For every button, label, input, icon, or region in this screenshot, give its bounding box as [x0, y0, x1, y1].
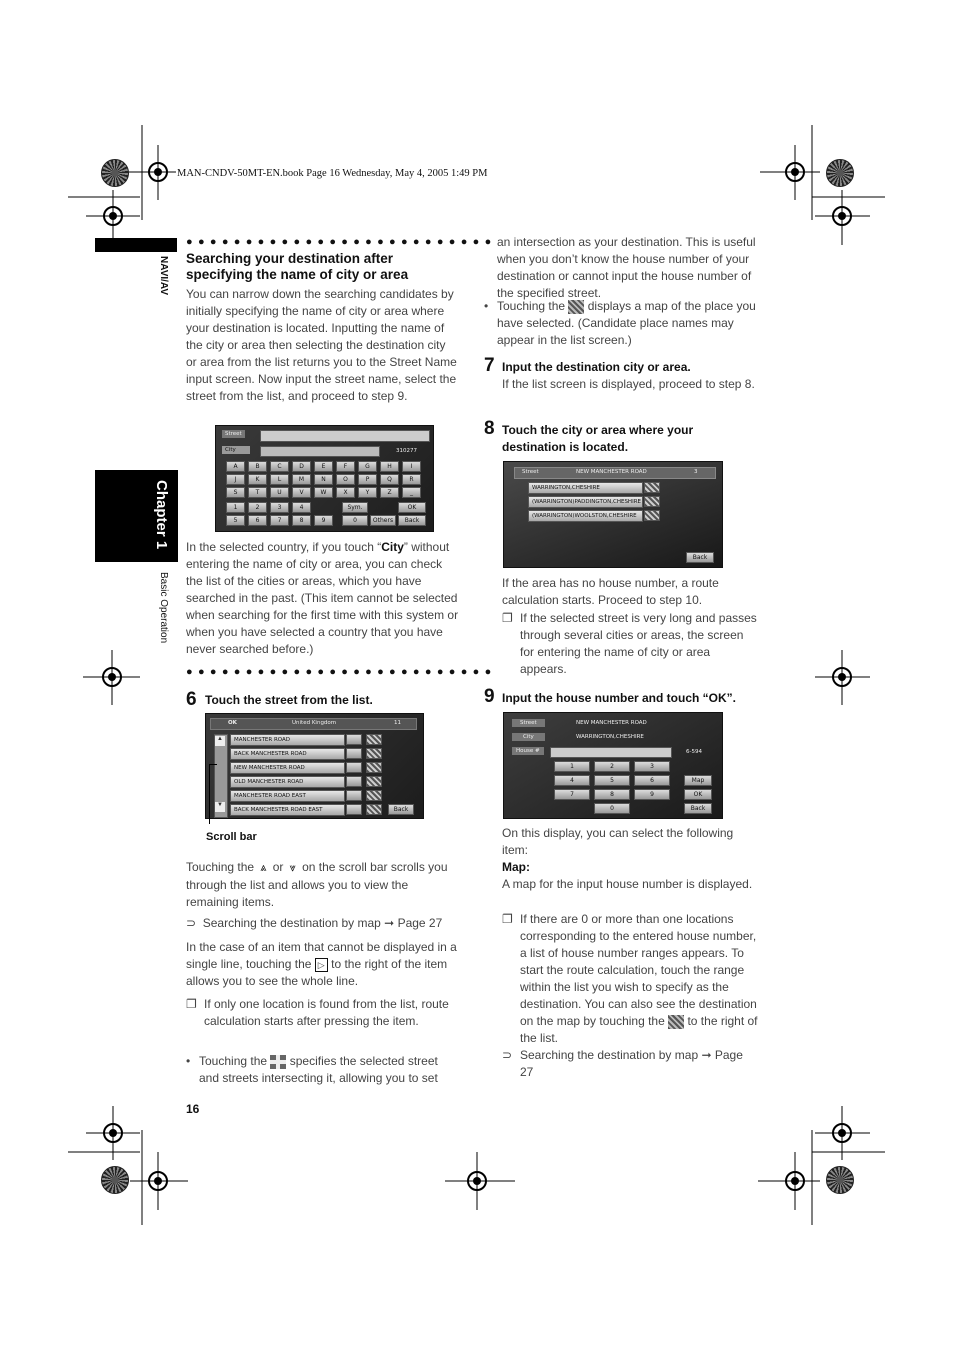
- street-label: Street: [222, 430, 245, 438]
- key-button[interactable]: M: [292, 474, 311, 485]
- street-label: Street: [522, 469, 539, 475]
- step-number: 7: [484, 355, 495, 376]
- step-text: Input the house number and touch “OK”.: [502, 691, 736, 705]
- intro-paragraph: You can narrow down the searching candidates by initially specifying the name of city or area where your destination is located. Inputting the name of the city or area then selecting the destination city or area from the list returns you to the Street Name input screen. Now input the street name, select the street from the list, and proceed to step 9.: [186, 287, 457, 403]
- key-button[interactable]: W: [314, 487, 333, 498]
- intersection-icon[interactable]: [346, 776, 362, 787]
- key-button[interactable]: C: [270, 461, 289, 472]
- number-key[interactable]: 3: [634, 761, 670, 772]
- key-button[interactable]: J: [226, 474, 245, 485]
- bullet-text: Touching the displays a map of the place you have selected. (Candidate place names may appear in the list screen.): [497, 299, 756, 347]
- bullet-icon: •: [484, 299, 489, 313]
- file-header: MAN-CNDV-50MT-EN.book Page 16 Wednesday, May 4, 2005 1:49 PM: [177, 168, 488, 179]
- key-button[interactable]: E: [314, 461, 333, 472]
- key-button[interactable]: O: [336, 474, 355, 485]
- key-button[interactable]: P: [358, 474, 377, 485]
- city-list-screen: [503, 461, 723, 568]
- number-key[interactable]: 4: [554, 775, 590, 786]
- map-icon[interactable]: [366, 804, 382, 815]
- map-icon[interactable]: [644, 510, 660, 521]
- reference-line: Searching the destination by map ➞ Page 27: [520, 1048, 743, 1079]
- scroll-down-icon: ⩔: [289, 862, 296, 874]
- key-button[interactable]: F: [336, 461, 355, 472]
- intersection-icon[interactable]: [346, 790, 362, 801]
- map-icon: [668, 1015, 684, 1029]
- key-button[interactable]: S: [226, 487, 245, 498]
- key-button[interactable]: Z: [380, 487, 399, 498]
- city-button[interactable]: City: [222, 446, 250, 454]
- map-paragraph: A map for the input house number is displayed.: [502, 877, 753, 891]
- street-value: NEW MANCHESTER ROAD: [576, 720, 647, 726]
- house-number-input[interactable]: [550, 747, 672, 758]
- reference-arrow-icon: ⊃: [502, 1048, 513, 1062]
- house-number-screen: [503, 712, 723, 819]
- key-button[interactable]: Sym.: [342, 502, 368, 513]
- step-number: 8: [484, 418, 495, 439]
- number-key[interactable]: 8: [594, 789, 630, 800]
- city-paragraph: In the selected country, if you touch “City” without entering the name of city or area, you can check the list of the cities or areas, which you have searched in the past. (This item cannot be selected when searching for the first time with this system or when you have selected a country that you have never searched before.): [186, 540, 459, 656]
- key-button[interactable]: 7: [270, 515, 289, 526]
- note-text: If only one location is found from the list, route calculation starts after pressing the item.: [204, 997, 449, 1028]
- step-text: Touch the city or area where your destination is located.: [502, 423, 694, 454]
- country-label: United Kingdom: [292, 720, 337, 726]
- key-button[interactable]: G: [358, 461, 377, 472]
- list-item[interactable]: NEW MANCHESTER ROAD: [230, 762, 345, 774]
- scroll-bar-label: Scroll bar: [206, 831, 257, 843]
- key-button[interactable]: 1: [226, 502, 245, 513]
- number-key[interactable]: 1: [554, 761, 590, 772]
- list-item[interactable]: BACK MANCHESTER ROAD EAST: [230, 804, 345, 816]
- city-value: WARRINGTON,CHESHIRE: [576, 734, 644, 740]
- intersection-icon[interactable]: [346, 734, 362, 745]
- key-button[interactable]: 3: [270, 502, 289, 513]
- map-button[interactable]: Map: [684, 775, 712, 786]
- list-item[interactable]: OLD MANCHESTER ROAD: [230, 776, 345, 788]
- number-key[interactable]: 7: [554, 789, 590, 800]
- back-button[interactable]: Back: [388, 804, 414, 815]
- key-button[interactable]: Others: [370, 515, 396, 526]
- map-icon[interactable]: [366, 790, 382, 801]
- basic-operation-label: Basic Operation: [158, 572, 169, 644]
- scroll-paragraph: Touching the ⩓ or ⩔ on the scroll bar scrolls you through the list and allows you to view the remaining items.: [186, 860, 448, 909]
- intersection-icon: [270, 1055, 286, 1069]
- map-heading: Map:: [502, 860, 530, 874]
- key-button[interactable]: 0: [342, 515, 368, 526]
- scroll-up-icon: ⩓: [260, 862, 267, 874]
- key-button[interactable]: X: [336, 487, 355, 498]
- house-range: 6-594: [686, 749, 702, 755]
- section-divider: ●●●●●●●●●●●●●●●●●●●●●●●●●●: [186, 666, 497, 678]
- number-key[interactable]: 6: [634, 775, 670, 786]
- number-key[interactable]: 5: [594, 775, 630, 786]
- key-button[interactable]: 9: [314, 515, 333, 526]
- step-paragraph: If the area has no house number, a route calculation starts. Proceed to step 10.: [502, 576, 719, 607]
- sidebar-tab-bar: [95, 238, 177, 252]
- key-button[interactable]: D: [292, 461, 311, 472]
- ok-button[interactable]: OK: [684, 789, 712, 800]
- key-button[interactable]: R: [402, 474, 421, 485]
- section-divider: ●●●●●●●●●●●●●●●●●●●●●●●●●●: [186, 236, 497, 248]
- key-button[interactable]: 6: [248, 515, 267, 526]
- bullet-text: Touching the specifies the selected street and streets intersecting it, allowing you to set: [199, 1054, 438, 1085]
- list-item[interactable]: (WARRINGTON)WOOLSTON,CHESHIRE: [528, 510, 643, 522]
- city-label: City: [512, 733, 545, 741]
- key-button[interactable]: K: [248, 474, 267, 485]
- street-input[interactable]: [260, 430, 430, 442]
- house-label: House #: [512, 747, 544, 755]
- page-number: 16: [186, 1102, 200, 1116]
- note-checkbox-icon: ❐: [502, 912, 513, 926]
- back-button[interactable]: Back: [686, 552, 714, 563]
- key-button[interactable]: Y: [358, 487, 377, 498]
- key-button[interactable]: U: [270, 487, 289, 498]
- list-count: 11: [394, 720, 401, 726]
- map-icon: [568, 300, 584, 314]
- key-button[interactable]: H: [380, 461, 399, 472]
- note-text: If there are 0 or more than one locations corresponding to the entered house number, a list of house number ranges appears. To start the route calculation, touch the range within the list you wish to specify as the destination. You can also see the destination on the map by touching the to the right of the list.: [520, 912, 758, 1045]
- key-button[interactable]: Q: [380, 474, 399, 485]
- registration-wheel-icon: [101, 1166, 129, 1194]
- scroll-bar-callout-line: [209, 764, 210, 824]
- number-key[interactable]: 9: [634, 789, 670, 800]
- key-button[interactable]: I: [402, 461, 421, 472]
- step-text: Touch the street from the list.: [205, 693, 373, 707]
- list-count: 3: [694, 469, 698, 475]
- key-button[interactable]: 4: [292, 502, 311, 513]
- registration-wheel-icon: [101, 159, 129, 187]
- map-icon[interactable]: [366, 734, 382, 745]
- list-item[interactable]: WARRINGTON,CHESHIRE: [528, 482, 643, 494]
- street-input-screen: [215, 425, 434, 532]
- step-number: 6: [186, 689, 197, 710]
- key-button[interactable]: A: [226, 461, 245, 472]
- street-list-screen: [205, 713, 424, 819]
- back-button[interactable]: Back: [684, 803, 712, 814]
- key-button[interactable]: N: [314, 474, 333, 485]
- reference-line: ⊃ Searching the destination by map ➞ Page 27: [186, 916, 443, 930]
- map-icon[interactable]: [366, 776, 382, 787]
- step-paragraph: On this display, you can select the following item:: [502, 826, 734, 857]
- map-icon[interactable]: [644, 482, 660, 493]
- ok-icon[interactable]: OK: [228, 720, 237, 726]
- result-count: 310277: [396, 448, 417, 454]
- key-button[interactable]: _: [402, 487, 421, 498]
- map-icon[interactable]: [366, 762, 382, 773]
- map-icon[interactable]: [366, 748, 382, 759]
- key-button[interactable]: L: [270, 474, 289, 485]
- intersection-icon[interactable]: [346, 762, 362, 773]
- key-button[interactable]: 2: [248, 502, 267, 513]
- intersection-icon[interactable]: [346, 804, 362, 815]
- registration-wheel-icon: [826, 159, 854, 187]
- number-key[interactable]: 0: [594, 803, 630, 814]
- chapter-label: Chapter 1: [153, 480, 170, 550]
- list-item[interactable]: BACK MANCHESTER ROAD: [230, 748, 345, 760]
- step-text: Input the destination city or area.: [502, 360, 691, 374]
- sidebar-navi-label: NAVI/AV: [158, 256, 169, 296]
- note-checkbox-icon: ❐: [186, 997, 197, 1011]
- intersection-icon[interactable]: [346, 748, 362, 759]
- key-button[interactable]: 8: [292, 515, 311, 526]
- arrow-right-icon: ▷: [315, 958, 328, 972]
- scroll-bar-callout-line: [209, 764, 217, 765]
- street-label: Street: [512, 719, 545, 727]
- city-input[interactable]: [260, 446, 380, 457]
- bullet-icon: •: [186, 1054, 191, 1068]
- list-item[interactable]: MANCHESTER ROAD: [230, 734, 345, 746]
- step-paragraph: If the list screen is displayed, proceed to step 8.: [502, 377, 755, 391]
- note-checkbox-icon: ❐: [502, 611, 513, 625]
- single-line-paragraph: In the case of an item that cannot be displayed in a single line, touching the ▷ to the right of the item allows you to see the whole line.: [186, 940, 457, 988]
- key-button[interactable]: Back: [398, 515, 426, 526]
- number-key[interactable]: 2: [594, 761, 630, 772]
- key-button[interactable]: 5: [226, 515, 245, 526]
- map-icon[interactable]: [644, 496, 660, 507]
- step-number: 9: [484, 686, 495, 707]
- registration-wheel-icon: [826, 1166, 854, 1194]
- scroll-up-icon[interactable]: ▲: [215, 736, 225, 746]
- list-item[interactable]: MANCHESTER ROAD EAST: [230, 790, 345, 802]
- continued-paragraph: an intersection as your destination. This is useful when you don’t know the house number of your destination or cannot input the house number of the specified street.: [497, 235, 756, 300]
- scroll-down-icon[interactable]: ▼: [215, 802, 225, 812]
- section-title: Searching your destination after specifying the name of city or area: [186, 251, 409, 282]
- street-value: NEW MANCHESTER ROAD: [576, 469, 647, 475]
- key-button[interactable]: OK: [398, 502, 426, 513]
- note-text: If the selected street is very long and passes through several cities or areas, the screen for entering the name of city or area appears.: [520, 611, 757, 676]
- key-button[interactable]: B: [248, 461, 267, 472]
- key-button[interactable]: V: [292, 487, 311, 498]
- list-item[interactable]: (WARRINGTON)PADDINGTON,CHESHIRE: [528, 496, 643, 508]
- key-button[interactable]: T: [248, 487, 267, 498]
